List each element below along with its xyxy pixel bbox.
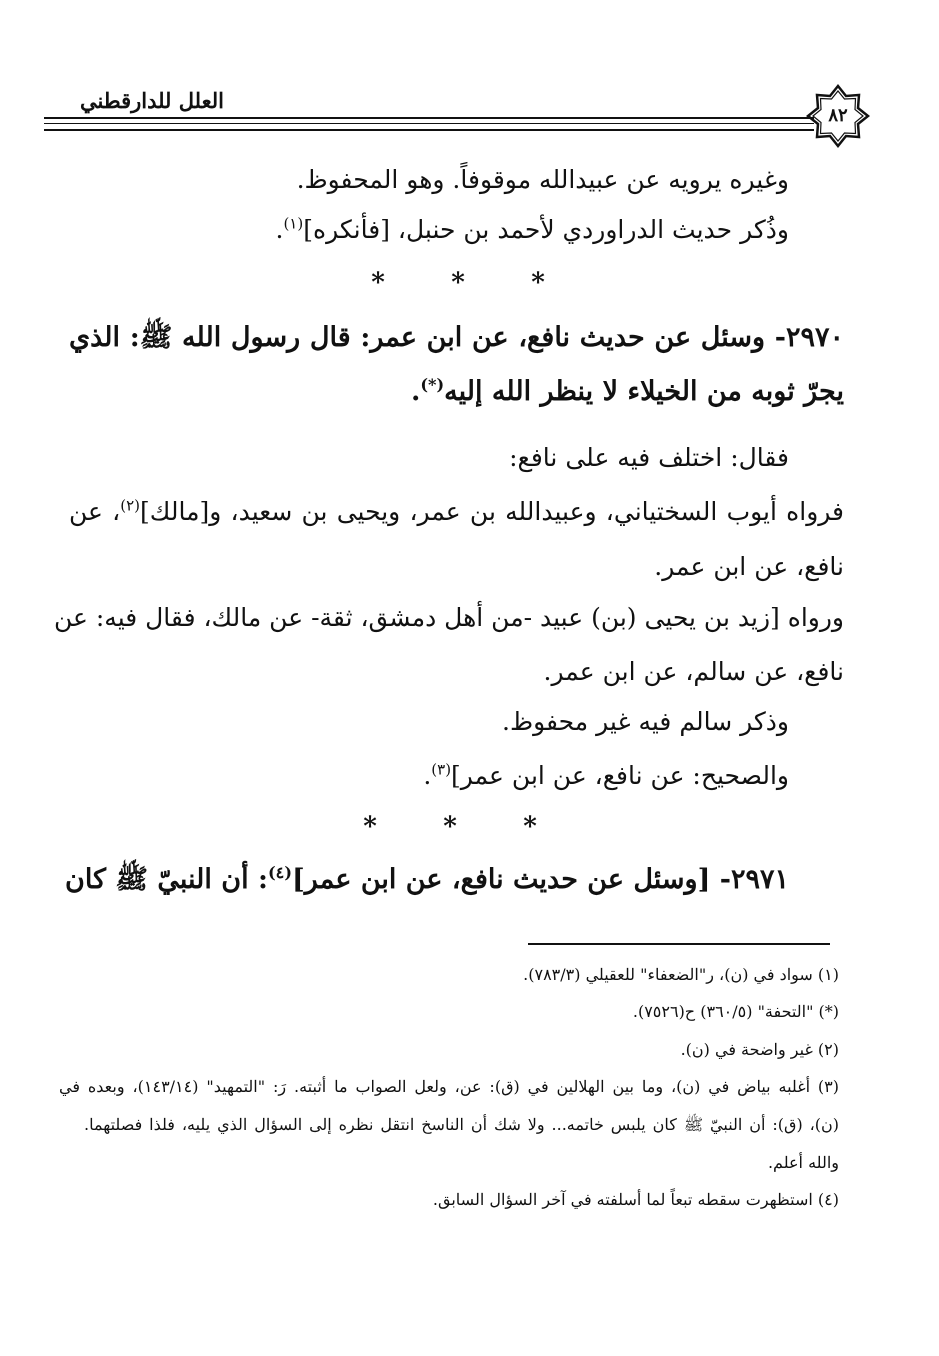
text-line: فرواه أيوب السختياني، وعبيدالله بن عمر، ويحيى بن سعيد، و[مالك]$^{(٢)}$، عن bbox=[69, 496, 845, 526]
question-heading-2970: ٢٩٧٠- وسئل عن حديث نافع، عن ابن عمر: قال رسول الله ﷺ: الذي bbox=[69, 322, 844, 353]
footnote: (٢) غير واضحة في (ن). bbox=[680, 1040, 839, 1059]
footnote-ref: (٤) bbox=[267, 863, 293, 882]
footnote: (١) سواد في (ن)، ر"الضعفاء" للعقيلي (٧٨٣/٣). bbox=[523, 965, 839, 984]
text-line: نافع، عن ابن عمر. bbox=[654, 552, 844, 581]
separator-star: * bbox=[363, 812, 377, 842]
footnote-ref: (*) bbox=[420, 375, 445, 394]
question-heading-2971: ٢٩٧١- [وسئل عن حديث نافع، عن ابن عمر]$^{(٤)}$: أن النبيّ ﷺ كان bbox=[65, 863, 789, 895]
question-heading-2970-cont: يجرّ ثوبه من الخيلاء لا ينظر الله إليه(*). bbox=[410, 375, 844, 407]
page-number: ٨٢ bbox=[828, 105, 848, 126]
page-number-badge bbox=[806, 84, 870, 148]
text-line: والصحيح: عن نافع، عن ابن عمر]$^{(٣)}$. bbox=[423, 760, 789, 790]
footnote-ref: (١) bbox=[283, 214, 304, 233]
header-rule bbox=[44, 123, 814, 124]
section-separator bbox=[360, 812, 540, 842]
text-line: وغيره يرويه عن عبيدالله موقوفاً. وهو المحفوظ. bbox=[296, 165, 789, 194]
separator-star: * bbox=[531, 268, 545, 298]
footnote-cont: والله أعلم. bbox=[767, 1153, 839, 1172]
text-line: ورواه [زيد بن يحيى (بن) عبيد -من أهل دمشق، ثقة- عن مالك، فقال فيه: عن bbox=[53, 603, 844, 632]
separator-star: * bbox=[443, 812, 457, 842]
footnote: (٤) استظهرت سقطه تبعاً لما أسلفته في آخر السؤال السابق. bbox=[432, 1190, 839, 1209]
header-rule bbox=[44, 129, 814, 131]
separator-star: * bbox=[523, 812, 537, 842]
book-title: العلل للدارقطني bbox=[80, 88, 224, 113]
footnote: (*) "التحفة" (٣٦٠/٥) ح(٧٥٢٦). bbox=[632, 1002, 839, 1021]
separator-star: * bbox=[371, 268, 385, 298]
footnote-cont: (ن)، (ق): أن النبيّ ﷺ كان يلبس خاتمه... ولا شك أن الناسخ انتقل نظره إلى السؤال الذي يليه، فلذا فصلتهما. bbox=[84, 1115, 839, 1134]
text-line: وذكر سالم فيه غير محفوظ. bbox=[502, 707, 789, 736]
footnote-separator bbox=[528, 943, 830, 945]
header-rule bbox=[44, 117, 814, 119]
footnote-ref: (٢) bbox=[120, 496, 141, 515]
footnote: (٣) أغلبه بياض في (ن)، وما بين الهلالين في (ق): عن، ولعل الصواب ما أثبته. رَ: "التمهيد" (١٤٣/١٤)، وبعده في bbox=[59, 1077, 840, 1096]
text-line: نافع، عن سالم، عن ابن عمر. bbox=[543, 657, 844, 686]
footnote-ref: (٣) bbox=[431, 760, 452, 779]
text-line: فقال: اختلف فيه على نافع: bbox=[509, 443, 789, 472]
text-line: وذُكر حديث الدراوردي لأحمد بن حنبل، [فأنكره]$^{(١)}$. bbox=[275, 214, 789, 244]
separator-star: * bbox=[451, 268, 465, 298]
section-separator bbox=[368, 268, 548, 298]
